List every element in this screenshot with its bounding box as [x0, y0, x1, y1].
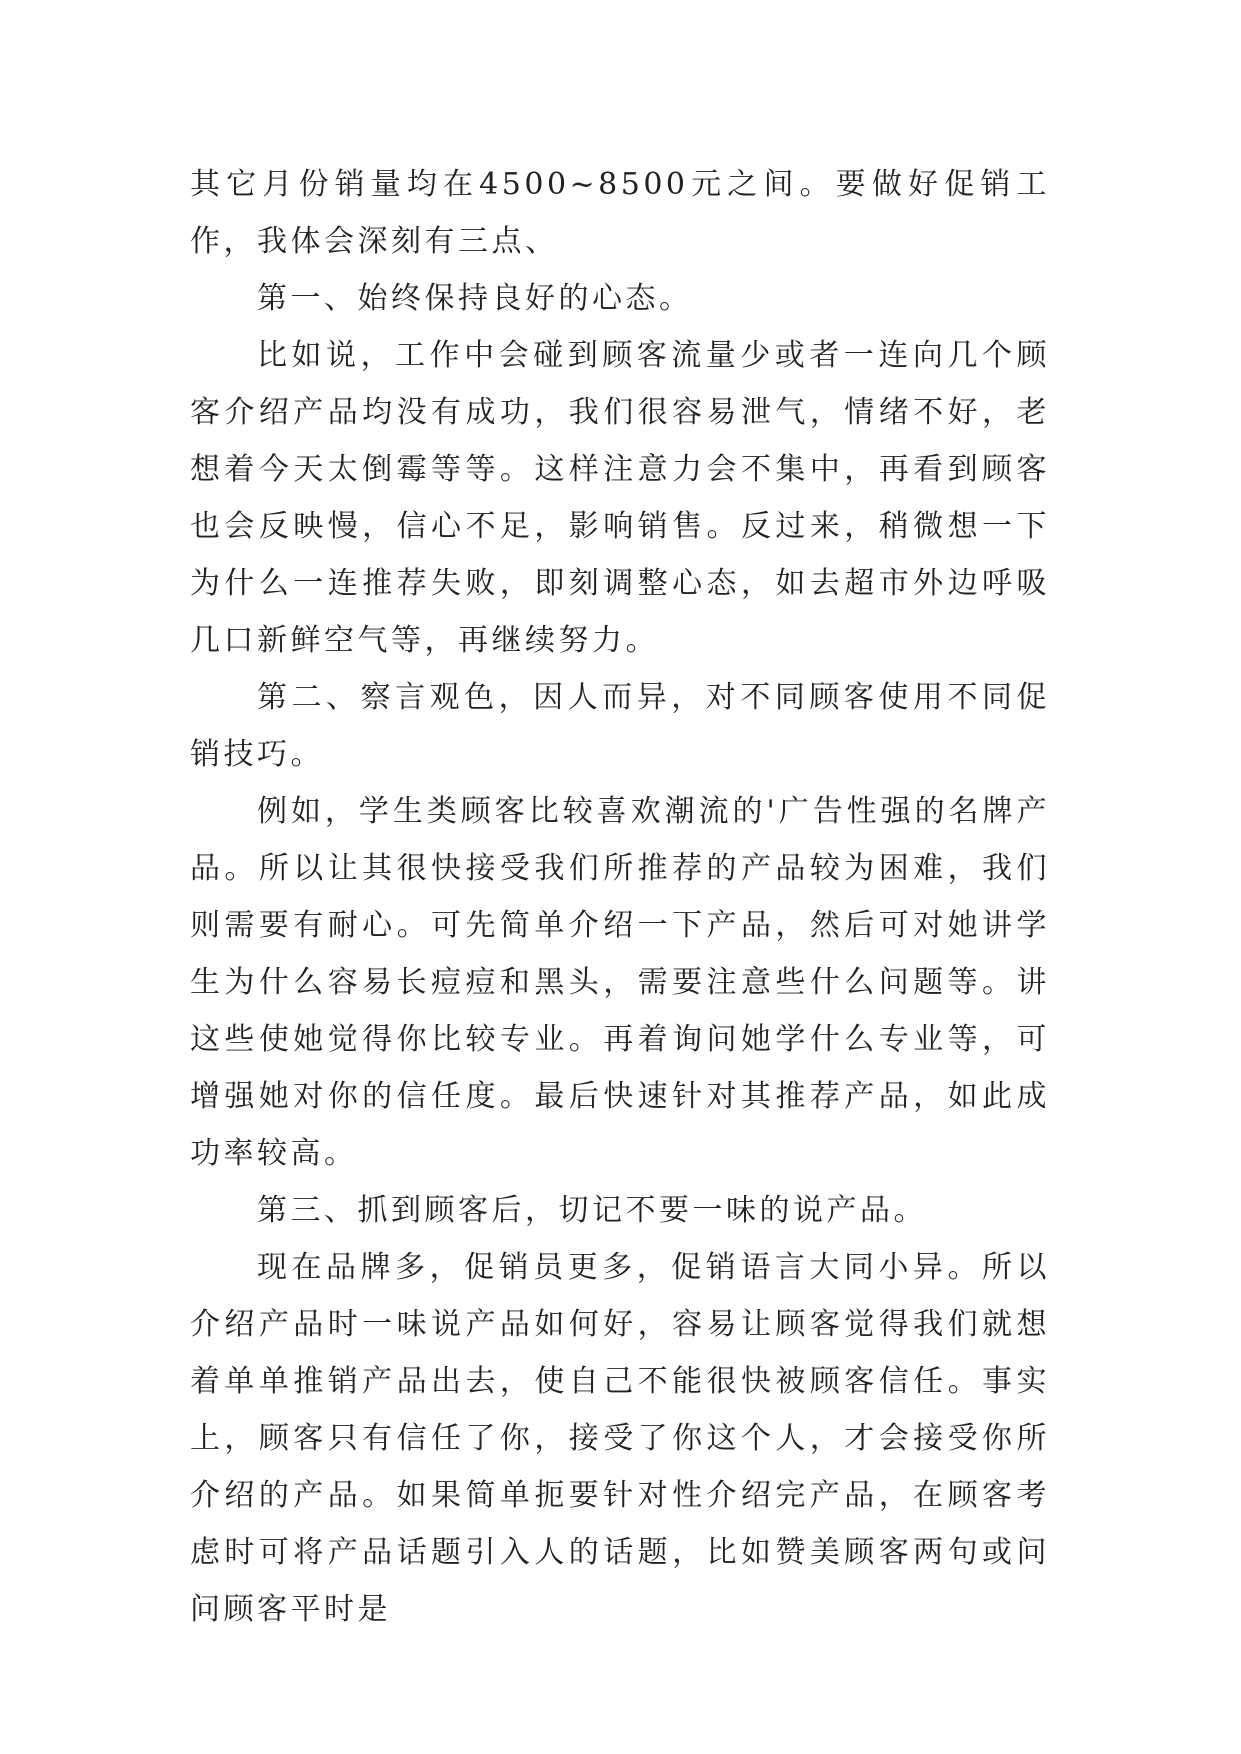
paragraph-brands: 现在品牌多，促销员更多，促销语言大同小异。所以介绍产品时一味说产品如何好，容易让顾客觉得我们就想着单单推销产品出去，使自己不能很快被顾客信任。事实上，顾客只有信任了你，接受了你这个人，才会接受你所介绍的产品。如果简单扼要针对性介绍完产品，在顾客考虑时可将产品话题引入人的话题，比如赞美顾客两句或问问顾客平时是 [190, 1250, 1050, 1627]
paragraph-intro: 其它月份销量均在4500~8500元之间。要做好促销工作，我体会深刻有三点、 [190, 167, 1050, 259]
paragraph-heading-second: 第二、察言观色，因人而异，对不同顾客使用不同促销技巧。 [190, 680, 1050, 772]
paragraph-mindset: 比如说，工作中会碰到顾客流量少或者一连向几个顾客介绍产品均没有成功，我们很容易泄气，情绪不好，老想着今天太倒霉等等。这样注意力会不集中，再看到顾客也会反映慢，信心不足，影响销售。反过来，稍微想一下为什么一连推荐失败，即刻调整心态，如去超市外边呼吸几口新鲜空气等，再继续努力。 [190, 338, 1050, 658]
paragraph-students: 例如，学生类顾客比较喜欢潮流的'广告性强的名牌产品。所以让其很快接受我们所推荐的产品较为困难，我们则需要有耐心。可先简单介绍一下产品，然后可对她讲学生为什么容易长痘痘和黑头，需要注意些什么问题等。讲这些使她觉得你比较专业。再着询问她学什么专业等，可增强她对你的信任度。最后快速针对其推荐产品，如此成功率较高。 [190, 794, 1050, 1171]
document-body [190, 156, 1050, 1638]
paragraph-heading-third: 第三、抓到顾客后，切记不要一味的说产品。 [257, 1193, 927, 1228]
paragraph-heading-first: 第一、始终保持良好的心态。 [257, 281, 693, 316]
